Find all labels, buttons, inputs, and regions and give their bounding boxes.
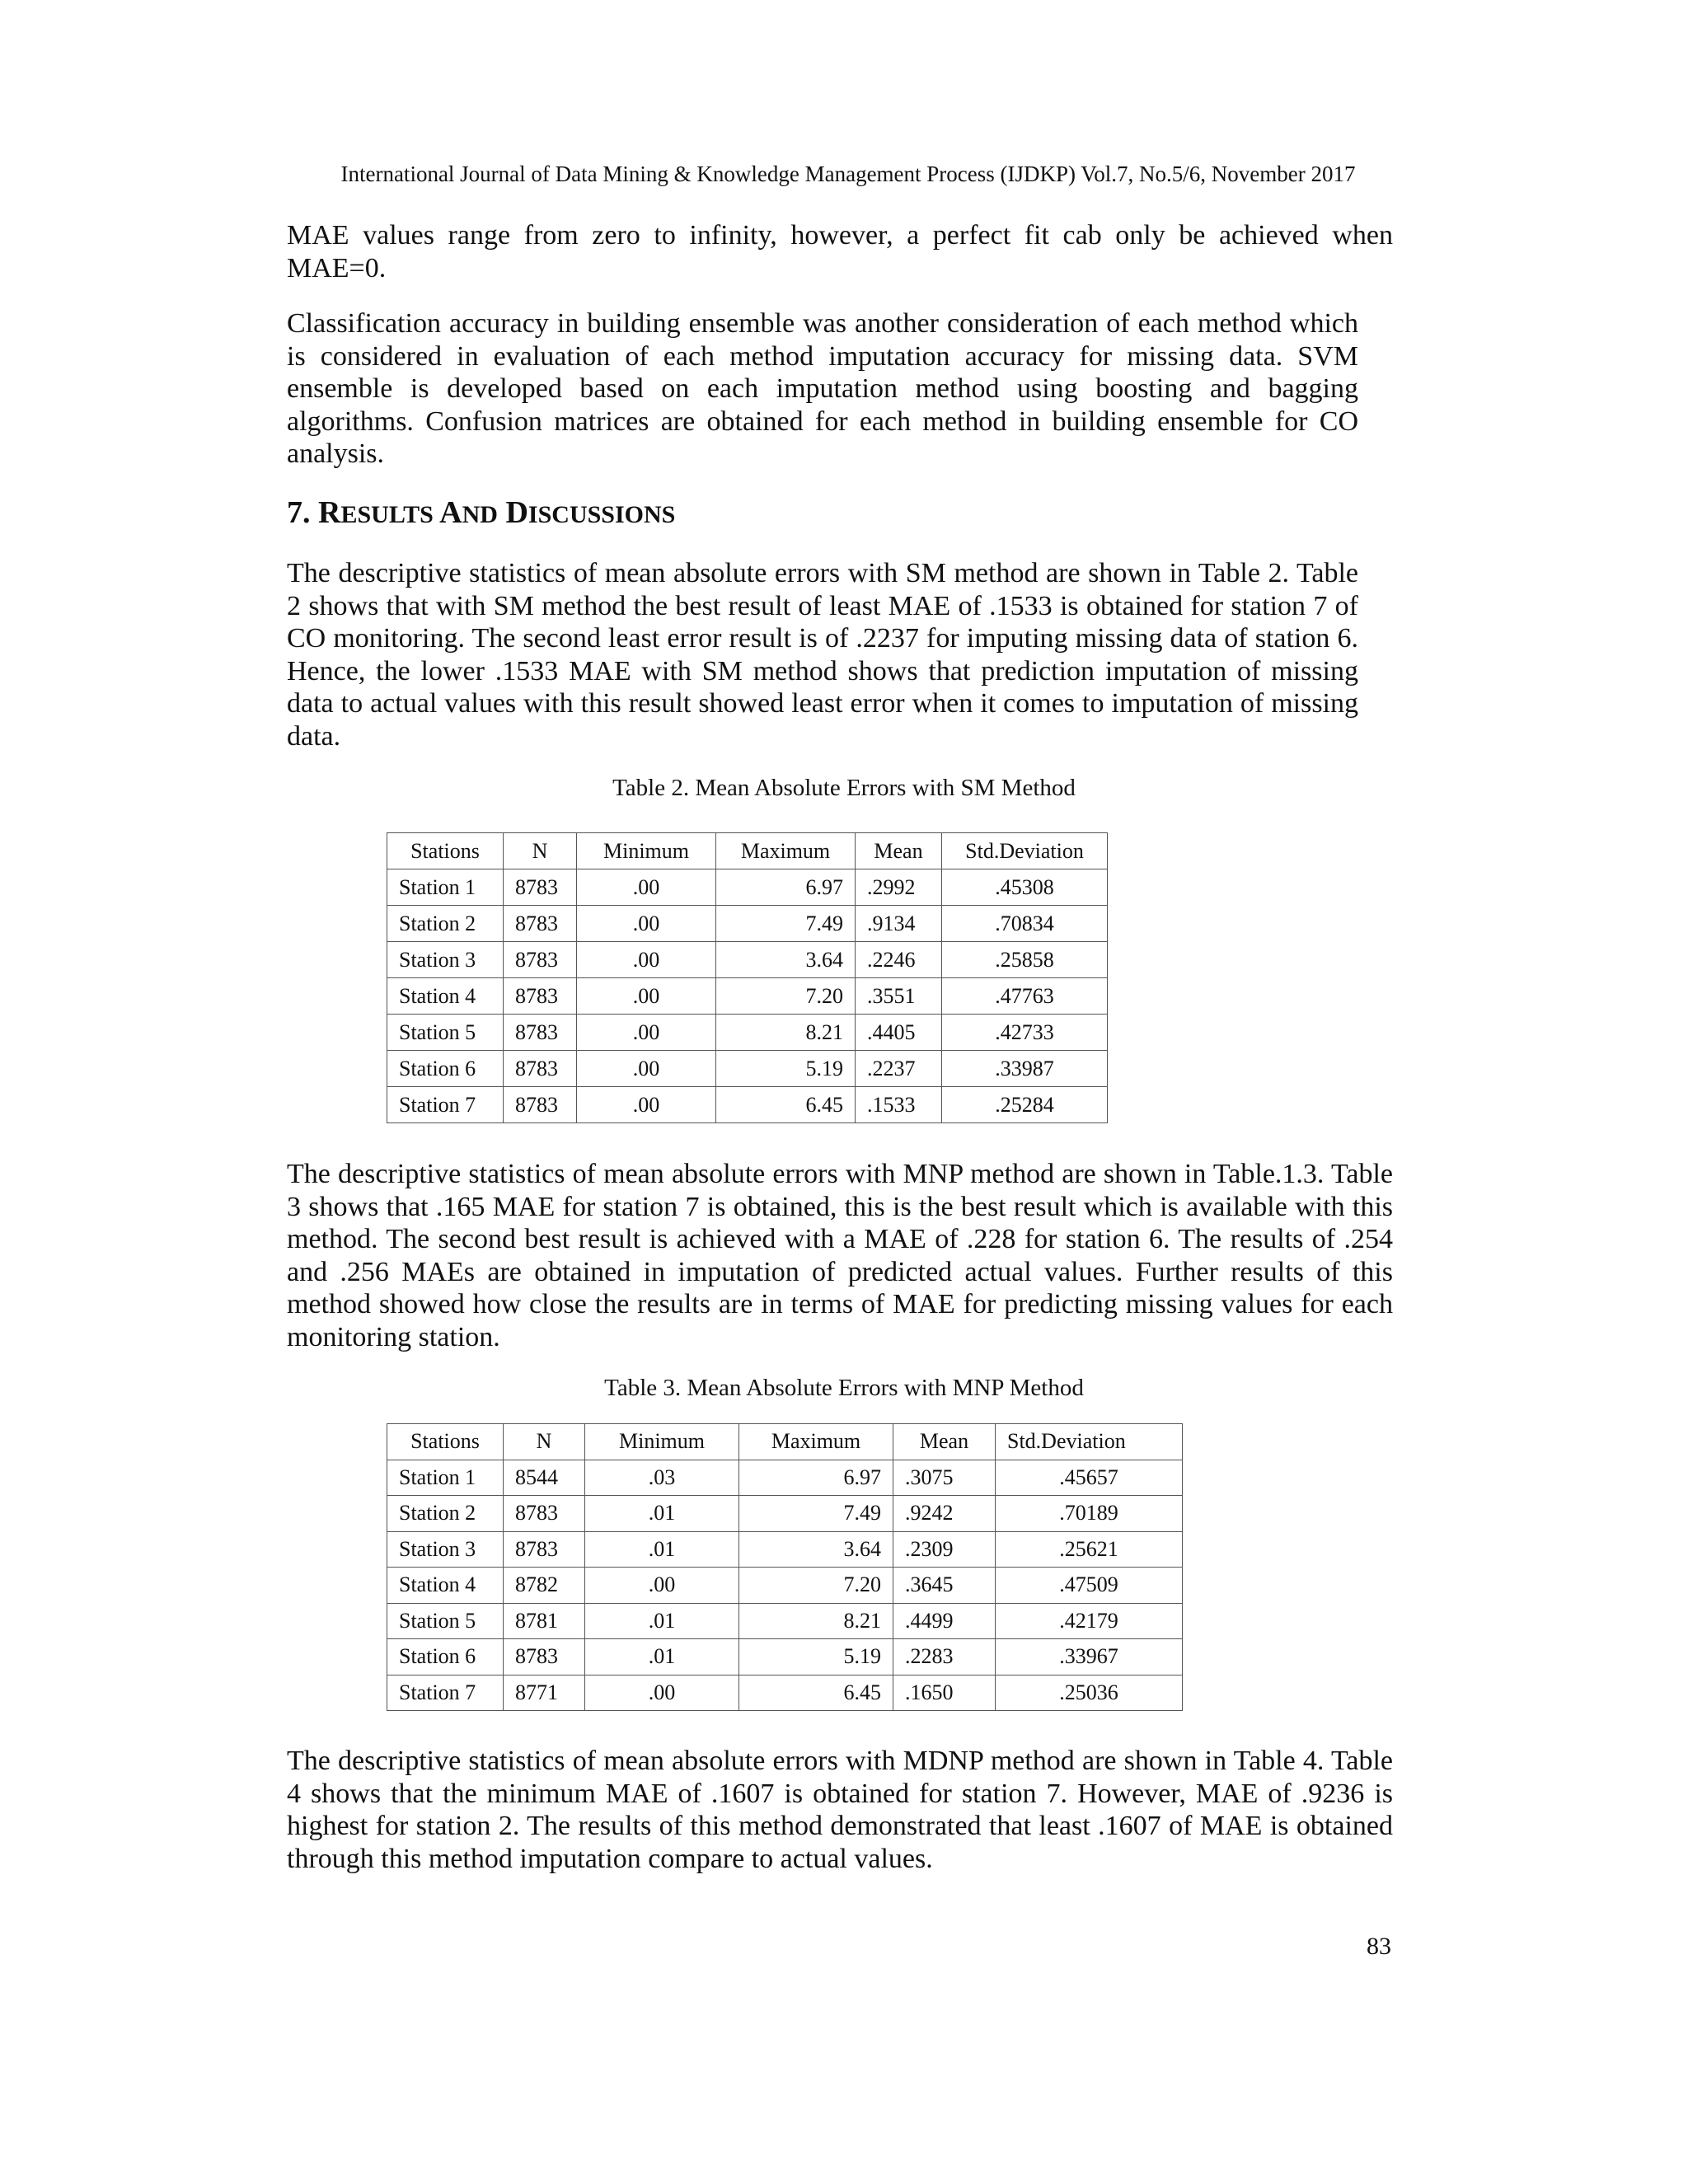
table-cell: .00 <box>577 1051 716 1087</box>
table-row <box>387 1568 1183 1604</box>
table-cell: 8782 <box>504 1568 585 1604</box>
table-cell: Station 6 <box>387 1639 504 1675</box>
table-cell: .3645 <box>893 1568 996 1604</box>
table-cell: .2246 <box>856 942 942 978</box>
table-cell: 8783 <box>504 1051 577 1087</box>
column-header: Mean <box>856 833 942 869</box>
table-cell: .00 <box>577 1087 716 1123</box>
table-cell: Station 4 <box>387 978 504 1015</box>
table-row <box>387 1087 1108 1123</box>
table-row <box>387 1496 1183 1532</box>
table-cell: 8783 <box>504 1015 577 1051</box>
section-heading <box>287 494 675 531</box>
table-cell: .25284 <box>942 1087 1108 1123</box>
section-word-2-rest: ND <box>462 501 498 528</box>
table-cell: .00 <box>585 1675 739 1711</box>
table-cell: 3.64 <box>739 1531 893 1568</box>
column-header: Mean <box>893 1424 996 1460</box>
table-header-row <box>387 1424 1183 1460</box>
column-header: Stations <box>387 833 504 869</box>
table-row <box>387 1675 1183 1711</box>
table-cell: .00 <box>585 1568 739 1604</box>
table-cell: Station 2 <box>387 906 504 942</box>
table-cell: .2283 <box>893 1639 996 1675</box>
table-row <box>387 942 1108 978</box>
table-cell: .03 <box>585 1460 739 1496</box>
table-cell: .2309 <box>893 1531 996 1568</box>
table2-body <box>387 833 1108 1123</box>
table-cell: .45657 <box>996 1460 1183 1496</box>
table-cell: .01 <box>585 1639 739 1675</box>
table-cell: 8783 <box>504 1087 577 1123</box>
table3-caption: Table 3. Mean Absolute Errors with MNP Method <box>604 1375 1084 1401</box>
table-row <box>387 1051 1108 1087</box>
table-cell: 7.49 <box>716 906 856 942</box>
table-cell: 8783 <box>504 906 577 942</box>
table2-caption: Table 2. Mean Absolute Errors with SM Method <box>612 775 1076 801</box>
table3-body <box>387 1424 1183 1711</box>
table-cell: .2237 <box>856 1051 942 1087</box>
table-cell: 7.20 <box>716 978 856 1015</box>
table-cell: 8783 <box>504 869 577 906</box>
table-cell: .70189 <box>996 1496 1183 1532</box>
table-cell: .9134 <box>856 906 942 942</box>
table-cell: 8.21 <box>716 1015 856 1051</box>
table-cell: .25621 <box>996 1531 1183 1568</box>
section-word-3-rest: ISCUSSIONS <box>528 501 676 528</box>
section-word-1-cap: R <box>318 495 341 530</box>
column-header: Std.Deviation <box>996 1424 1183 1460</box>
table-cell: 5.19 <box>739 1639 893 1675</box>
table-cell: 8783 <box>504 1496 585 1532</box>
table-cell: 5.19 <box>716 1051 856 1087</box>
column-header: Minimum <box>585 1424 739 1460</box>
paragraph-classification-accuracy: Classification accuracy in building ensemble was another consideration of each method which is considered in evaluation of each method imputation accuracy for missing data. SVM ensemble is developed based on each imputation method using boosting and bagging algorithms. Confusion matrices are obtained for each method in building ensemble for CO analysis. <box>287 308 1358 469</box>
section-word-3-cap: D <box>505 495 528 530</box>
table-cell: .3551 <box>856 978 942 1015</box>
table-cell: .33967 <box>996 1639 1183 1675</box>
table-cell: Station 7 <box>387 1675 504 1711</box>
column-header: Maximum <box>739 1424 893 1460</box>
table-cell: .9242 <box>893 1496 996 1532</box>
table-cell: .4499 <box>893 1603 996 1639</box>
table-row <box>387 1015 1108 1051</box>
table-cell: .01 <box>585 1603 739 1639</box>
table-cell: Station 2 <box>387 1496 504 1532</box>
table-cell: Station 4 <box>387 1568 504 1604</box>
section-word-2-cap: A <box>439 495 462 530</box>
table-cell: .33987 <box>942 1051 1108 1087</box>
table-cell: 8781 <box>504 1603 585 1639</box>
table-cell: .1533 <box>856 1087 942 1123</box>
table-cell: .45308 <box>942 869 1108 906</box>
table-cell: .01 <box>585 1496 739 1532</box>
paragraph-mdnp-results: The descriptive statistics of mean absolute errors with MDNP method are shown in Table 4. Table 4 shows that the minimum MAE of .1607 is obtained for station 7. However, MAE of .9236 is highest for station 2. The results of this method demonstrated that least .1607 of MAE is obtained through this method imputation compare to actual values. <box>287 1746 1393 1874</box>
section-word-1-rest: ESULTS <box>340 501 434 528</box>
table-cell: 7.20 <box>739 1568 893 1604</box>
table-cell: 8783 <box>504 942 577 978</box>
table-cell: Station 5 <box>387 1603 504 1639</box>
table-cell: Station 1 <box>387 1460 504 1496</box>
table-cell: Station 3 <box>387 1531 504 1568</box>
table-cell: .00 <box>577 869 716 906</box>
table-cell: .00 <box>577 942 716 978</box>
table-row <box>387 869 1108 906</box>
table-row <box>387 1460 1183 1496</box>
paragraph-sm-results: The descriptive statistics of mean absolute errors with SM method are shown in Table 2. Table 2 shows that with SM method the best result of least MAE of .1533 is obtained for station 7 of CO monitoring. The second least error result is of .2237 for imputing missing data of station 6. Hence, the lower .1533 MAE with SM method shows that prediction imputation of missing data to actual values with this result showed least error when it comes to imputation of missing data. <box>287 558 1358 752</box>
table-row <box>387 1531 1183 1568</box>
table-cell: .25858 <box>942 942 1108 978</box>
table-cell: .4405 <box>856 1015 942 1051</box>
table-cell: Station 1 <box>387 869 504 906</box>
table-cell: Station 3 <box>387 942 504 978</box>
table-cell: 8783 <box>504 1639 585 1675</box>
table-cell: .42733 <box>942 1015 1108 1051</box>
table-row <box>387 978 1108 1015</box>
table-cell: .00 <box>577 1015 716 1051</box>
table-cell: 6.45 <box>739 1675 893 1711</box>
table-cell: 6.97 <box>739 1460 893 1496</box>
table-cell: .2992 <box>856 869 942 906</box>
table-cell: .00 <box>577 906 716 942</box>
table-sm-method <box>387 832 1108 1123</box>
table-cell: .3075 <box>893 1460 996 1496</box>
table-header-row <box>387 833 1108 869</box>
column-header: Maximum <box>716 833 856 869</box>
table-cell: 6.45 <box>716 1087 856 1123</box>
table-row <box>387 906 1108 942</box>
column-header: N <box>504 833 577 869</box>
table-cell: 6.97 <box>716 869 856 906</box>
table-mnp-method <box>387 1423 1183 1711</box>
table-cell: .42179 <box>996 1603 1183 1639</box>
table-cell: .00 <box>577 978 716 1015</box>
table-cell: Station 7 <box>387 1087 504 1123</box>
table-cell: 8.21 <box>739 1603 893 1639</box>
paragraph-mnp-results: The descriptive statistics of mean absolute errors with MNP method are shown in Table.1.3. Table 3 shows that .165 MAE for station 7 is obtained, this is the best result which is available with this method. The second best result is achieved with a MAE of .228 for station 6. The results of .254 and .256 MAEs are obtained in imputation of predicted actual values. Further results of this method showed how close the results are in terms of MAE for predicting missing values for each monitoring station. <box>287 1159 1393 1352</box>
table-cell: 7.49 <box>739 1496 893 1532</box>
table-cell: 8771 <box>504 1675 585 1711</box>
column-header: Std.Deviation <box>942 833 1108 869</box>
table-cell: Station 5 <box>387 1015 504 1051</box>
table-cell: .70834 <box>942 906 1108 942</box>
column-header: Stations <box>387 1424 504 1460</box>
table-cell: 3.64 <box>716 942 856 978</box>
column-header: Minimum <box>577 833 716 869</box>
table-cell: .01 <box>585 1531 739 1568</box>
table-cell: .25036 <box>996 1675 1183 1711</box>
journal-header: International Journal of Data Mining & Knowledge Management Process (IJDKP) Vol.7, No.5/6, November 2017 <box>340 162 1356 186</box>
table-cell: Station 6 <box>387 1051 504 1087</box>
table-cell: .47509 <box>996 1568 1183 1604</box>
table-cell: .47763 <box>942 978 1108 1015</box>
page-number: 83 <box>1367 1933 1391 1960</box>
paragraph-mae-range: MAE values range from zero to infinity, however, a perfect fit cab only be achieved when MAE=0. <box>287 220 1393 284</box>
table-cell: 8544 <box>504 1460 585 1496</box>
section-number: 7. <box>287 495 318 530</box>
table-cell: 8783 <box>504 978 577 1015</box>
column-header: N <box>504 1424 585 1460</box>
table-row <box>387 1639 1183 1675</box>
table-cell: .1650 <box>893 1675 996 1711</box>
table-row <box>387 1603 1183 1639</box>
table-cell: 8783 <box>504 1531 585 1568</box>
